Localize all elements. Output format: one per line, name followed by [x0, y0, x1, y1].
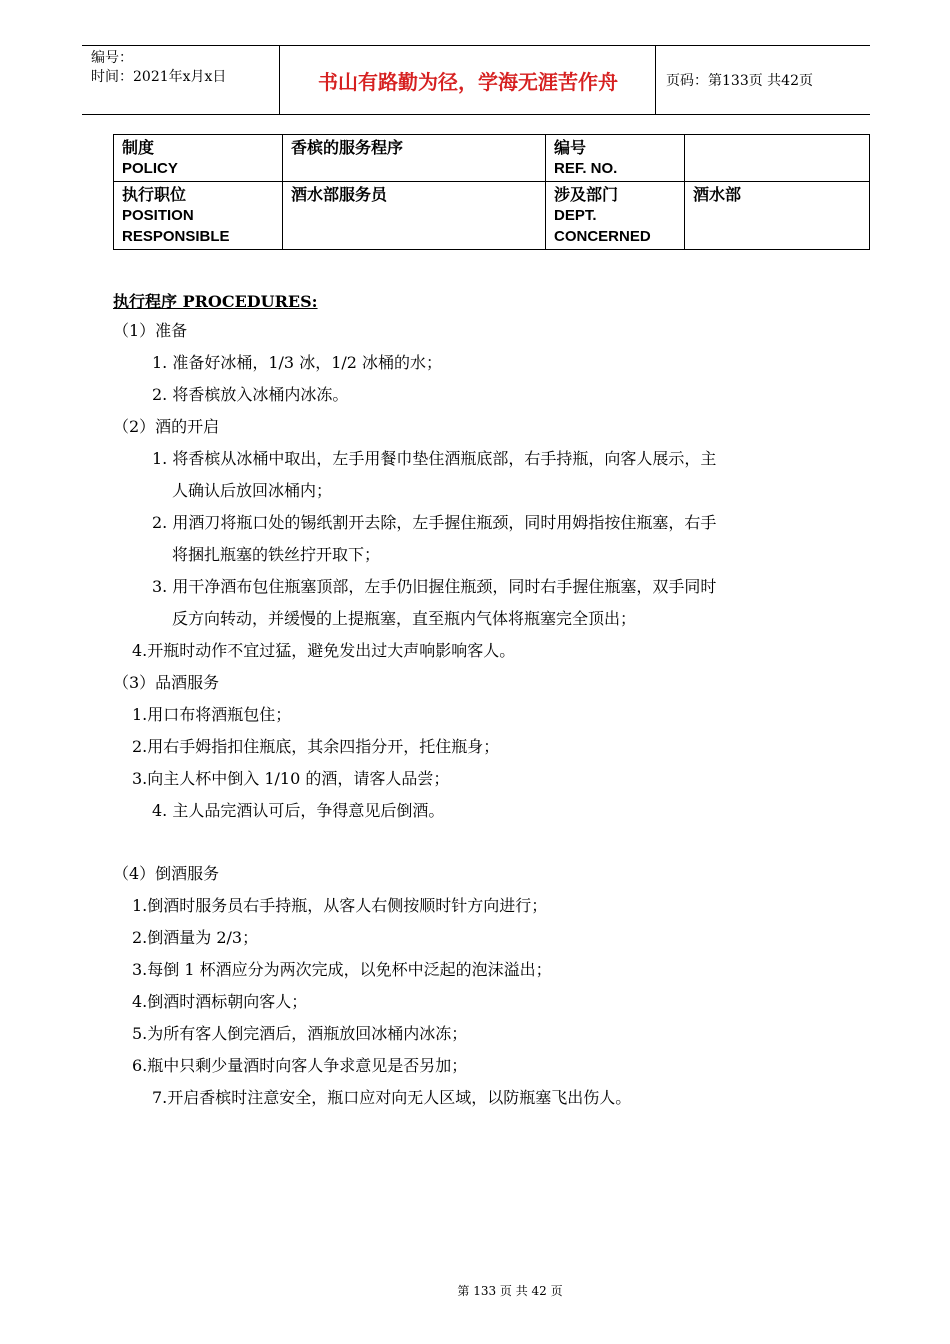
- list-item: 1.倒酒时服务员右手持瓶，从客人右侧按顺时针方向进行；: [132, 896, 548, 915]
- list-item: 6.瓶中只剩少量酒时向客人争求意见是否另加；: [132, 1056, 468, 1075]
- list-item-continuation: 人确认后放回冰桶内；: [172, 481, 333, 500]
- header-motto: 书山有路勤为径，学海无涯苦作舟: [281, 46, 656, 114]
- list-item: 1. 将香槟从冰桶中取出，左手用餐巾垫住酒瓶底部，右手持瓶，向客人展示，主: [152, 449, 717, 468]
- policy-value: 香槟的服务程序: [283, 135, 546, 182]
- ref-cn: 编号: [554, 138, 587, 157]
- section-heading: （4）倒酒服务: [113, 864, 220, 883]
- list-item-continuation: 将捆扎瓶塞的铁丝拧开取下；: [172, 545, 381, 564]
- list-item: 3. 用干净酒布包住瓶塞顶部，左手仍旧握住瓶颈，同时右手握住瓶塞，双手同时: [152, 577, 717, 596]
- list-item: 2.倒酒量为 2/3；: [132, 928, 259, 947]
- number-label: 编号：: [91, 50, 133, 66]
- header-page-info: 页码：第133页 共42页: [666, 73, 813, 89]
- position-row: [114, 182, 870, 250]
- time-label: 时间：2021年x月x日: [91, 69, 227, 85]
- list-item: 4.倒酒时酒标朝向客人；: [132, 992, 308, 1011]
- ref-label: [546, 135, 685, 182]
- policy-en: POLICY: [122, 160, 178, 177]
- dept-value: 酒水部: [685, 182, 870, 250]
- list-item: 3.每倒 1 杯酒应分为两次完成，以免杯中泛起的泡沫溢出；: [132, 960, 552, 979]
- dept-en: DEPT. CONCERNED: [554, 207, 651, 245]
- position-value: 酒水部服务员: [283, 182, 546, 250]
- policy-cn: 制度: [122, 138, 155, 157]
- page-header: [82, 45, 870, 115]
- list-item: 1.用口布将酒瓶包住；: [132, 705, 292, 724]
- list-item: 2. 用酒刀将瓶口处的锡纸割开去除，左手握住瓶颈，同时用姆指按住瓶塞，右手: [152, 513, 717, 532]
- section-heading: （2）酒的开启: [113, 417, 220, 436]
- position-label: [114, 182, 283, 250]
- ref-en: REF. NO.: [554, 160, 618, 177]
- list-item: 7.开启香槟时注意安全，瓶口应对向无人区域，以防瓶塞飞出伤人。: [152, 1088, 632, 1107]
- policy-row: [114, 135, 870, 182]
- procedures-title: 执行程序 PROCEDURES:: [113, 292, 318, 311]
- section-heading: （1）准备: [113, 321, 188, 340]
- position-en: POSITION RESPONSIBLE: [122, 207, 230, 245]
- policy-label: [114, 135, 283, 182]
- list-item: 4. 主人品完酒认可后，争得意见后倒酒。: [152, 801, 445, 820]
- dept-label: [546, 182, 685, 250]
- dept-cn: 涉及部门: [554, 185, 619, 204]
- list-item: 1. 准备好冰桶，1/3 冰，1/2 冰桶的水；: [152, 353, 443, 372]
- list-item: 2.用右手姆指扣住瓶底，其余四指分开，托住瓶身；: [132, 737, 500, 756]
- position-cn: 执行职位: [122, 185, 187, 204]
- ref-value: [685, 135, 870, 182]
- section-heading: （3）品酒服务: [113, 673, 220, 692]
- header-meta: [82, 46, 280, 114]
- page-footer: 第 133 页 共 42 页: [457, 1284, 563, 1298]
- policy-table: [113, 134, 870, 250]
- list-item: 2. 将香槟放入冰桶内冰冻。: [152, 385, 349, 404]
- list-item: 5.为所有客人倒完酒后，酒瓶放回冰桶内冰冻；: [132, 1024, 468, 1043]
- list-item-continuation: 反方向转动，并缓慢的上提瓶塞，直至瓶内气体将瓶塞完全顶出；: [172, 609, 637, 628]
- list-item: 4.开瓶时动作不宜过猛，避免发出过大声响影响客人。: [132, 641, 516, 660]
- list-item: 3.向主人杯中倒入 1/10 的酒，请客人品尝；: [132, 769, 450, 788]
